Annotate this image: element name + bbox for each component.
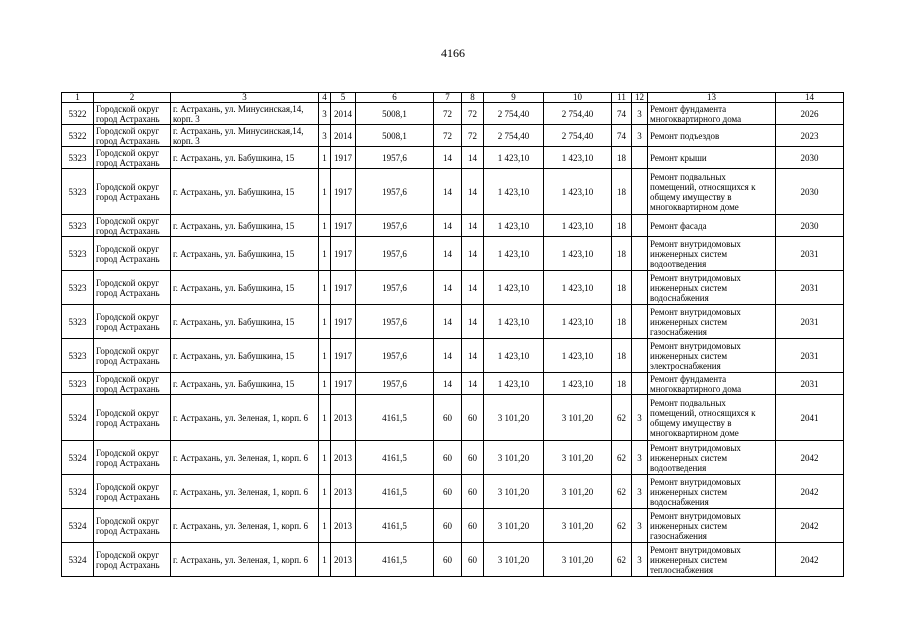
- cell-col7: 14: [434, 215, 462, 237]
- cell-col4: 1: [319, 237, 331, 271]
- cell-col12: [632, 147, 648, 169]
- table-row: [62, 543, 844, 577]
- cell-col7: 14: [434, 305, 462, 339]
- column-header: 4: [319, 93, 331, 103]
- cell-col10: 1 423,10: [544, 339, 612, 373]
- cell-col11: 18: [612, 339, 632, 373]
- cell-col12: [632, 169, 648, 215]
- cell-area: 4161,5: [356, 441, 434, 475]
- cell-work-type: Ремонт внутридомовых инженерных систем теплоснабжения: [648, 543, 776, 577]
- header-row: [62, 93, 844, 103]
- cell-id: 5323: [62, 237, 94, 271]
- cell-col9: 1 423,10: [484, 215, 544, 237]
- cell-col7: 72: [434, 103, 462, 125]
- cell-col8: 14: [462, 215, 484, 237]
- cell-col9: 1 423,10: [484, 373, 544, 395]
- cell-col11: 18: [612, 237, 632, 271]
- cell-area: 1957,6: [356, 305, 434, 339]
- cell-col8: 14: [462, 339, 484, 373]
- cell-id: 5323: [62, 215, 94, 237]
- cell-col8: 14: [462, 305, 484, 339]
- cell-col7: 14: [434, 237, 462, 271]
- cell-address: г. Астрахань, ул. Бабушкина, 15: [171, 169, 319, 215]
- cell-col11: 74: [612, 125, 632, 147]
- table-row: [62, 509, 844, 543]
- cell-plan-year: 2023: [776, 125, 844, 147]
- cell-work-type: Ремонт подъездов: [648, 125, 776, 147]
- cell-municipality: Городской округ город Астрахань: [94, 125, 171, 147]
- table-row: [62, 125, 844, 147]
- cell-col4: 1: [319, 305, 331, 339]
- table-row: [62, 147, 844, 169]
- cell-year: 2013: [331, 475, 356, 509]
- cell-col11: 18: [612, 271, 632, 305]
- cell-col4: 1: [319, 169, 331, 215]
- cell-plan-year: 2042: [776, 441, 844, 475]
- cell-col11: 62: [612, 441, 632, 475]
- cell-address: г. Астрахань, ул. Бабушкина, 15: [171, 147, 319, 169]
- cell-col7: 14: [434, 147, 462, 169]
- cell-col7: 14: [434, 373, 462, 395]
- cell-col12: [632, 237, 648, 271]
- cell-col7: 14: [434, 339, 462, 373]
- cell-plan-year: 2030: [776, 215, 844, 237]
- cell-id: 5322: [62, 125, 94, 147]
- data-table: [61, 92, 844, 577]
- cell-col9: 3 101,20: [484, 543, 544, 577]
- cell-year: 1917: [331, 271, 356, 305]
- cell-area: 1957,6: [356, 339, 434, 373]
- cell-col10: 1 423,10: [544, 147, 612, 169]
- cell-address: г. Астрахань, ул. Зеленая, 1, корп. 6: [171, 509, 319, 543]
- column-header: 13: [648, 93, 776, 103]
- page-number: 4166: [441, 46, 465, 60]
- cell-col12: [632, 339, 648, 373]
- cell-area: 5008,1: [356, 125, 434, 147]
- cell-col10: 1 423,10: [544, 373, 612, 395]
- cell-col10: 3 101,20: [544, 543, 612, 577]
- cell-col10: 2 754,40: [544, 103, 612, 125]
- cell-area: 4161,5: [356, 475, 434, 509]
- table-row: [62, 395, 844, 441]
- table-row: [62, 475, 844, 509]
- cell-year: 2013: [331, 543, 356, 577]
- table-row: [62, 103, 844, 125]
- cell-address: г. Астрахань, ул. Зеленая, 1, корп. 6: [171, 441, 319, 475]
- cell-municipality: Городской округ город Астрахань: [94, 103, 171, 125]
- cell-col4: 1: [319, 215, 331, 237]
- cell-area: 4161,5: [356, 395, 434, 441]
- cell-col12: [632, 215, 648, 237]
- cell-address: г. Астрахань, ул. Минусинская,14, корп. 3: [171, 125, 319, 147]
- cell-municipality: Городской округ город Астрахань: [94, 509, 171, 543]
- cell-work-type: Ремонт крыши: [648, 147, 776, 169]
- cell-area: 4161,5: [356, 509, 434, 543]
- cell-area: 4161,5: [356, 543, 434, 577]
- cell-work-type: Ремонт подвальных помещений, относящихся к общему имуществу в многоквартирном доме: [648, 395, 776, 441]
- cell-col10: 1 423,10: [544, 169, 612, 215]
- cell-municipality: Городской округ город Астрахань: [94, 373, 171, 395]
- cell-year: 2013: [331, 395, 356, 441]
- cell-year: 1917: [331, 339, 356, 373]
- cell-col7: 60: [434, 475, 462, 509]
- cell-plan-year: 2031: [776, 305, 844, 339]
- cell-area: 1957,6: [356, 373, 434, 395]
- cell-col11: 18: [612, 147, 632, 169]
- cell-plan-year: 2030: [776, 169, 844, 215]
- cell-area: 5008,1: [356, 103, 434, 125]
- cell-municipality: Городской округ город Астрахань: [94, 441, 171, 475]
- cell-col11: 18: [612, 215, 632, 237]
- table-container: [61, 92, 844, 577]
- cell-col10: 3 101,20: [544, 509, 612, 543]
- cell-year: 1917: [331, 373, 356, 395]
- cell-col11: 18: [612, 373, 632, 395]
- cell-col7: 60: [434, 395, 462, 441]
- column-header: 10: [544, 93, 612, 103]
- cell-id: 5324: [62, 395, 94, 441]
- cell-area: 1957,6: [356, 215, 434, 237]
- cell-municipality: Городской округ город Астрахань: [94, 237, 171, 271]
- cell-col12: 3: [632, 441, 648, 475]
- cell-id: 5323: [62, 271, 94, 305]
- cell-col11: 74: [612, 103, 632, 125]
- cell-col9: 2 754,40: [484, 103, 544, 125]
- cell-plan-year: 2026: [776, 103, 844, 125]
- cell-id: 5323: [62, 373, 94, 395]
- cell-work-type: Ремонт внутридомовых инженерных систем электроснабжения: [648, 339, 776, 373]
- cell-col4: 3: [319, 125, 331, 147]
- cell-work-type: Ремонт фундамента многоквартирного дома: [648, 103, 776, 125]
- cell-municipality: Городской округ город Астрахань: [94, 475, 171, 509]
- cell-work-type: Ремонт фундамента многоквартирного дома: [648, 373, 776, 395]
- cell-area: 1957,6: [356, 237, 434, 271]
- cell-id: 5324: [62, 475, 94, 509]
- column-header: 6: [356, 93, 434, 103]
- cell-address: г. Астрахань, ул. Бабушкина, 15: [171, 215, 319, 237]
- cell-col12: [632, 271, 648, 305]
- cell-plan-year: 2031: [776, 339, 844, 373]
- cell-plan-year: 2031: [776, 373, 844, 395]
- cell-address: г. Астрахань, ул. Бабушкина, 15: [171, 271, 319, 305]
- cell-col8: 14: [462, 147, 484, 169]
- cell-year: 1917: [331, 305, 356, 339]
- cell-col9: 3 101,20: [484, 509, 544, 543]
- cell-address: г. Астрахань, ул. Бабушкина, 15: [171, 373, 319, 395]
- cell-work-type: Ремонт внутридомовых инженерных систем газоснабжения: [648, 509, 776, 543]
- cell-year: 1917: [331, 237, 356, 271]
- cell-col8: 14: [462, 271, 484, 305]
- cell-col8: 60: [462, 475, 484, 509]
- column-header: 1: [62, 93, 94, 103]
- cell-id: 5324: [62, 509, 94, 543]
- cell-col7: 60: [434, 543, 462, 577]
- column-header: 7: [434, 93, 462, 103]
- cell-col8: 14: [462, 169, 484, 215]
- cell-address: г. Астрахань, ул. Зеленая, 1, корп. 6: [171, 395, 319, 441]
- cell-work-type: Ремонт внутридомовых инженерных систем водоотведения: [648, 441, 776, 475]
- cell-col11: 62: [612, 543, 632, 577]
- cell-plan-year: 2041: [776, 395, 844, 441]
- cell-col7: 14: [434, 271, 462, 305]
- column-header: 3: [171, 93, 319, 103]
- cell-col4: 1: [319, 509, 331, 543]
- cell-col9: 1 423,10: [484, 237, 544, 271]
- table-row: [62, 237, 844, 271]
- cell-municipality: Городской округ город Астрахань: [94, 271, 171, 305]
- cell-id: 5324: [62, 543, 94, 577]
- cell-col8: 72: [462, 103, 484, 125]
- cell-work-type: Ремонт внутридомовых инженерных систем водоснабжения: [648, 475, 776, 509]
- table-row: [62, 215, 844, 237]
- column-header: 8: [462, 93, 484, 103]
- cell-col12: [632, 373, 648, 395]
- cell-municipality: Городской округ город Астрахань: [94, 169, 171, 215]
- cell-col11: 62: [612, 509, 632, 543]
- cell-address: г. Астрахань, ул. Бабушкина, 15: [171, 339, 319, 373]
- cell-work-type: Ремонт подвальных помещений, относящихся к общему имуществу в многоквартирном доме: [648, 169, 776, 215]
- cell-col8: 60: [462, 543, 484, 577]
- cell-id: 5324: [62, 441, 94, 475]
- cell-col10: 3 101,20: [544, 475, 612, 509]
- cell-municipality: Городской округ город Астрахань: [94, 339, 171, 373]
- cell-col9: 3 101,20: [484, 475, 544, 509]
- cell-col11: 62: [612, 395, 632, 441]
- cell-col8: 60: [462, 509, 484, 543]
- cell-col4: 1: [319, 271, 331, 305]
- cell-plan-year: 2031: [776, 271, 844, 305]
- cell-col8: 14: [462, 237, 484, 271]
- cell-area: 1957,6: [356, 169, 434, 215]
- cell-area: 1957,6: [356, 271, 434, 305]
- cell-col9: 3 101,20: [484, 395, 544, 441]
- table-row: [62, 373, 844, 395]
- cell-col9: 1 423,10: [484, 169, 544, 215]
- cell-area: 1957,6: [356, 147, 434, 169]
- cell-plan-year: 2042: [776, 509, 844, 543]
- cell-municipality: Городской округ город Астрахань: [94, 305, 171, 339]
- cell-col10: 1 423,10: [544, 305, 612, 339]
- cell-id: 5322: [62, 103, 94, 125]
- cell-plan-year: 2042: [776, 475, 844, 509]
- cell-col7: 14: [434, 169, 462, 215]
- cell-id: 5323: [62, 169, 94, 215]
- cell-col4: 1: [319, 543, 331, 577]
- cell-col4: 1: [319, 441, 331, 475]
- cell-municipality: Городской округ город Астрахань: [94, 215, 171, 237]
- cell-col8: 14: [462, 373, 484, 395]
- cell-work-type: Ремонт внутридомовых инженерных систем водоотведения: [648, 237, 776, 271]
- column-header: 12: [632, 93, 648, 103]
- cell-col12: 3: [632, 103, 648, 125]
- cell-address: г. Астрахань, ул. Минусинская,14, корп. 3: [171, 103, 319, 125]
- cell-address: г. Астрахань, ул. Бабушкина, 15: [171, 237, 319, 271]
- column-header: 9: [484, 93, 544, 103]
- cell-col11: 18: [612, 169, 632, 215]
- table-row: [62, 441, 844, 475]
- column-header: 2: [94, 93, 171, 103]
- cell-col12: 3: [632, 125, 648, 147]
- table-row: [62, 305, 844, 339]
- cell-col4: 3: [319, 103, 331, 125]
- cell-year: 1917: [331, 169, 356, 215]
- column-header: 5: [331, 93, 356, 103]
- cell-col8: 72: [462, 125, 484, 147]
- cell-col7: 60: [434, 509, 462, 543]
- cell-plan-year: 2031: [776, 237, 844, 271]
- cell-col10: 2 754,40: [544, 125, 612, 147]
- cell-col10: 1 423,10: [544, 271, 612, 305]
- cell-work-type: Ремонт внутридомовых инженерных систем водоснабжения: [648, 271, 776, 305]
- cell-col9: 1 423,10: [484, 147, 544, 169]
- cell-year: 1917: [331, 147, 356, 169]
- cell-col10: 1 423,10: [544, 237, 612, 271]
- cell-col4: 1: [319, 373, 331, 395]
- cell-work-type: Ремонт фасада: [648, 215, 776, 237]
- cell-col7: 72: [434, 125, 462, 147]
- cell-municipality: Городской округ город Астрахань: [94, 395, 171, 441]
- cell-col8: 60: [462, 441, 484, 475]
- cell-col9: 1 423,10: [484, 339, 544, 373]
- cell-year: 2013: [331, 441, 356, 475]
- cell-col11: 62: [612, 475, 632, 509]
- cell-col9: 3 101,20: [484, 441, 544, 475]
- table-row: [62, 169, 844, 215]
- cell-address: г. Астрахань, ул. Бабушкина, 15: [171, 305, 319, 339]
- table-body: [62, 103, 844, 577]
- cell-municipality: Городской округ город Астрахань: [94, 147, 171, 169]
- cell-col7: 60: [434, 441, 462, 475]
- cell-plan-year: 2030: [776, 147, 844, 169]
- cell-col12: 3: [632, 395, 648, 441]
- cell-year: 1917: [331, 215, 356, 237]
- cell-col10: 3 101,20: [544, 395, 612, 441]
- cell-plan-year: 2042: [776, 543, 844, 577]
- cell-id: 5323: [62, 305, 94, 339]
- table-row: [62, 339, 844, 373]
- cell-address: г. Астрахань, ул. Зеленая, 1, корп. 6: [171, 543, 319, 577]
- cell-col4: 1: [319, 147, 331, 169]
- cell-col8: 60: [462, 395, 484, 441]
- cell-col12: 3: [632, 475, 648, 509]
- column-header: 11: [612, 93, 632, 103]
- cell-col11: 18: [612, 305, 632, 339]
- cell-year: 2013: [331, 509, 356, 543]
- cell-col12: [632, 305, 648, 339]
- cell-work-type: Ремонт внутридомовых инженерных систем газоснабжения: [648, 305, 776, 339]
- cell-col9: 2 754,40: [484, 125, 544, 147]
- cell-col4: 1: [319, 339, 331, 373]
- cell-col12: 3: [632, 509, 648, 543]
- cell-address: г. Астрахань, ул. Зеленая, 1, корп. 6: [171, 475, 319, 509]
- cell-col4: 1: [319, 475, 331, 509]
- cell-year: 2014: [331, 103, 356, 125]
- cell-col4: 1: [319, 395, 331, 441]
- table-row: [62, 271, 844, 305]
- cell-col9: 1 423,10: [484, 305, 544, 339]
- cell-municipality: Городской округ город Астрахань: [94, 543, 171, 577]
- column-header: 14: [776, 93, 844, 103]
- cell-col12: 3: [632, 543, 648, 577]
- cell-col10: 3 101,20: [544, 441, 612, 475]
- cell-year: 2014: [331, 125, 356, 147]
- cell-id: 5323: [62, 147, 94, 169]
- cell-col9: 1 423,10: [484, 271, 544, 305]
- cell-col10: 1 423,10: [544, 215, 612, 237]
- cell-id: 5323: [62, 339, 94, 373]
